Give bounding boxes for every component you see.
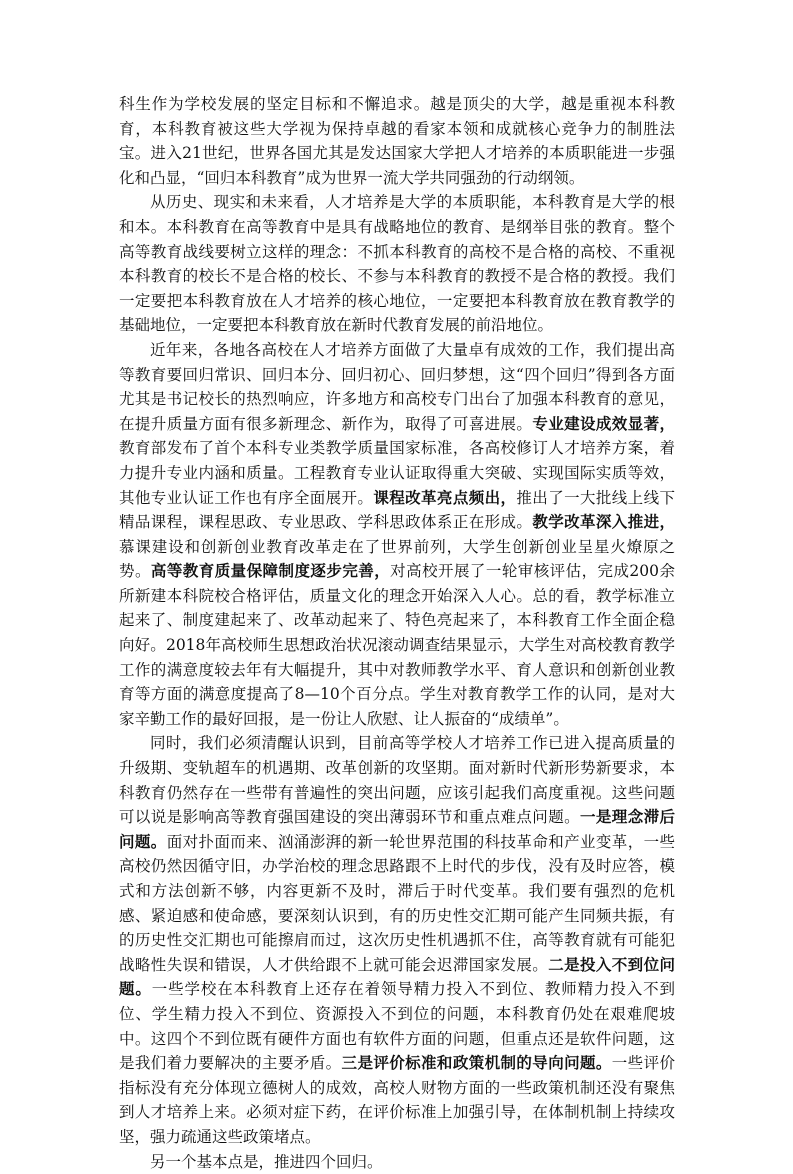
heading-major-construction: 专业建设成效显著，: [532, 413, 675, 433]
paragraph-1: [119, 92, 675, 190]
heading-quality-assurance: 高等教育质量保障制度逐步完善，: [150, 561, 391, 581]
paragraph-4-text: 一些评价指标没有充分体现立德树人的成效，高校人财物方面的一些政策机制还没有聚焦到人才培养上来。必须对症下药，在评价标准上加强引导，在体制机制上持续攻坚，强力疏通这些政策堵点。: [119, 1054, 675, 1146]
paragraph-3-text: 近年来，各地各高校在人才培养方面做了大量卓有成效的工作，我们提出高等教育要回归常识、回归本分、回归初心、回归梦想，这“四个回归”得到各方面尤其是书记校长的热烈响应，许多地方和高校专门出台了加强本科教育的意见，在提升质量方面有很多新理念、新作为，取得了可喜进展。: [119, 340, 675, 433]
paragraph-3-text: 教育部发布了首个本科专业类教学质量国家标准，各高校修订人才培养方案，着力提升专业内涵和质量。工程教育专业认证取得重大突破、实现国际实质等效，其他专业认证工作也有序全面展开。: [119, 439, 675, 507]
heading-teaching-reform: 教学改革深入推进，: [532, 512, 675, 532]
heading-investment-gap: 二是投入不到位问题。: [119, 954, 675, 999]
document-page: [119, 92, 675, 1174]
paragraph-4-text: 同时，我们必须清醒认识到，目前高等学校人才培养工作已进入提高质量的升级期、变轨超车的机遇期、改革创新的攻坚期。面对新时代新形势新要求，本科教育仍然存在一些带有普遍性的突出问题，应该引起我们高度重视。这些问题可以说是影响高等教育强国建设的突出薄弱环节和重点难点问题。: [119, 734, 675, 827]
paragraph-4-text: 面对扑面而来、汹涌澎湃的新一轮世界范围的科技革命和产业变革，一些高校仍然因循守旧，办学治校的理念思路跟不上时代的步伐，没有及时应答，模式和方法创新不够，内容更新不及时，滞后于时代变革。我们要有强烈的危机感、紧迫感和使命感，要深刻认识到，有的历史性交汇期可能产生同频共振，有的历史性交汇期也可能擦肩而过，这次历史性机遇抓不住，高等教育就有可能犯战略性失误和错误，人才供给跟不上就可能会迟滞国家发展。: [119, 832, 675, 974]
paragraph-3-text: 对高校开展了一轮审核评估，完成200余所新建本科院校合格评估，质量文化的理念开始深入人心。总的看，教学标准立起来了、制度建起来了、改革动起来了、特色亮起来了，本科教育工作全面企稳向好。2018年高校师生思想政治状况滚动调查结果显示，大学生对高校教育教学工作的满意度较去年有大幅提升，其中对教师教学水平、育人意识和创新创业教育等方面的满意度提高了8—10个百分点。学生对教育教学工作的认同，是对大家辛勤工作的最好回报，是一份让人欣慰、让人振奋的“成绩单”。: [119, 562, 675, 728]
paragraph-2: [119, 190, 675, 338]
heading-course-reform: 课程改革亮点频出，: [373, 487, 517, 507]
paragraph-5: [119, 1150, 675, 1174]
heading-concept-lag: 一是理念滞后问题。: [119, 807, 675, 851]
heading-evaluation-policy: 三是评价标准和政策机制的导向问题。: [341, 1053, 612, 1073]
paragraph-3-text: 推出了一大批线上线下精品课程，课程思政、专业思政、学科思政体系正在形成。: [119, 488, 675, 532]
paragraph-2-text: 从历史、现实和未来看，人才培养是大学的本质职能，本科教育是大学的根和本。本科教育在高等教育中是具有战略地位的教育、是纲举目张的教育。整个高等教育战线要树立这样的理念：不抓本科教育的高校不是合格的高校、不重视本科教育的校长不是合格的校长、不参与本科教育的教授不是合格的教授。我们一定要把本科教育放在人才培养的核心地位，一定要把本科教育放在教育教学的基础地位，一定要把本科教育放在新时代教育发展的前沿地位。: [119, 193, 675, 335]
paragraph-4: [119, 731, 675, 1149]
paragraph-1-text: 科生作为学校发展的坚定目标和不懈追求。越是顶尖的大学，越是重视本科教育，本科教育被这些大学视为保持卓越的看家本领和成就核心竞争力的制胜法宝。进入21世纪，世界各国尤其是发达国家大学把人才培养的本质职能进一步强化和凸显，“回归本科教育”成为世界一流大学共同强劲的行动纲领。: [119, 95, 675, 187]
paragraph-3: [119, 338, 675, 732]
paragraph-5-text: 另一个基本点是，推进四个回归。: [150, 1152, 383, 1171]
paragraph-4-text: 一些学校在本科教育上还存在着领导精力投入不到位、教师精力投入不到位、学生精力投入不到位、资源投入不到位的问题，本科教育仍处在艰难爬坡中。这四个不到位既有硬件方面也有软件方面的问题，但重点还是软件问题，这是我们着力要解决的主要矛盾。: [119, 980, 675, 1073]
paragraph-3-text: 慕课建设和创新创业教育改革走在了世界前列，大学生创新创业呈星火燎原之势。: [119, 537, 675, 581]
